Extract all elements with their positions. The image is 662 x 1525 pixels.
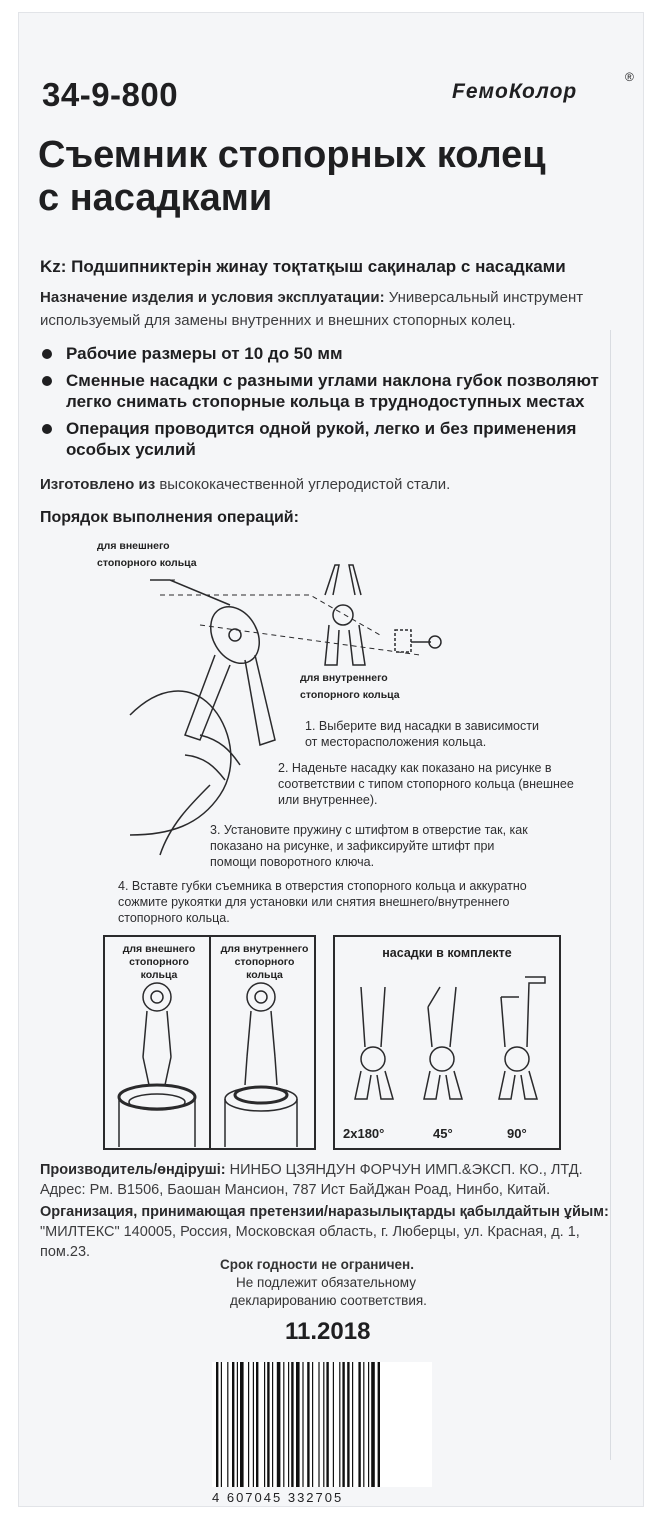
barcode-bar <box>323 1362 324 1487</box>
diagram-label-internal: для внутреннего стопорного кольца <box>300 672 400 701</box>
feature-item: Операция проводится одной рукой, легко и без применения особых усилий <box>38 418 618 460</box>
included-tips-panel <box>333 935 561 1150</box>
kazakh-title: Kz: Подшипниктерін жинау тоқтатқыш сақиналар с насадками <box>40 257 566 276</box>
material-line <box>40 476 450 493</box>
barcode-bar <box>326 1362 328 1487</box>
step-4: 4. Вставте губки съемника в отверстия стопорного кольца и аккуратно сожмите рукоятки для установки или снятия внешнего/внутреннего стопорного кольца. <box>118 879 527 925</box>
tip-angle-label: 2x180° <box>343 1126 385 1141</box>
barcode-bar <box>352 1362 353 1487</box>
barcode-bar <box>253 1362 254 1487</box>
operations-title: Порядок выполнения операций: <box>40 509 299 526</box>
manufacturer-line: Производитель/өндіруші: НИНБО ЦЗЯНДУН ФОРЧУН ИМП.&ЭКСП. КО., ЛТД. Адрес: Рм. В1506, Баошан Мансион, 787 Ист БайДжан Роад, Нинбо, Китай. <box>40 1162 583 1198</box>
barcode-bar <box>371 1362 375 1487</box>
ring-install-drawing <box>105 977 314 1147</box>
claims-line: Организация, принимающая претензии/наразылықтарды қабылдайтын ұйым: "МИЛТЕКС" 140005, Россия, Московская область, г. Люберцы, ул. Красная, д. 1, пом.23. <box>40 1204 609 1260</box>
step-1: 1. Выберите вид насадки в зависимости от месторасположения кольца. <box>305 719 539 749</box>
barcode-bar <box>283 1362 284 1487</box>
barcode-bar <box>291 1362 293 1487</box>
tip-angle-label: 90° <box>507 1126 527 1141</box>
barcode-bar <box>221 1362 222 1487</box>
tip-angle-label: 45° <box>433 1126 453 1141</box>
barcode-bar <box>339 1362 340 1487</box>
step-3: 3. Установите пружину с штифтом в отверстие так, как показано на рисунке, и зафиксируйте штифт при помощи поворотного ключа. <box>210 823 528 869</box>
barcode-bar <box>248 1362 249 1487</box>
barcode-bar <box>307 1362 309 1487</box>
barcode-bar <box>368 1362 369 1487</box>
purpose-label: Назначение изделия и условия эксплуатации: <box>40 289 385 306</box>
barcode-bar <box>216 1362 218 1487</box>
product-title <box>38 134 638 220</box>
title-line-1: Съемник стопорных колец <box>38 134 546 176</box>
diagram-label-external: для внешнего стопорного кольца <box>97 540 197 569</box>
material-text: высококачественной углеродистой стали. <box>155 476 451 493</box>
shelf-life-note <box>220 1256 427 1310</box>
barcode-bar <box>378 1362 380 1487</box>
panel-label-external: для внешнего стопорного кольца <box>122 943 196 981</box>
feature-item: Сменные насадки с разными углами наклона губок позволяют легко снимать стопорные кольца в труднодоступных местах <box>38 370 618 412</box>
barcode-bar <box>240 1362 244 1487</box>
barcode-bar <box>347 1362 349 1487</box>
step-2: 2. Наденьте насадку как показано на рисунке в соответствии с типом стопорного кольца (внешнее или внутреннее). <box>278 761 574 807</box>
shelf-life-line: декларированию соответствия. <box>230 1293 427 1308</box>
shelf-life-line: Срок годности не ограничен. <box>220 1257 414 1272</box>
feature-list <box>38 343 618 466</box>
title-line-2: с насадками <box>38 177 273 219</box>
barcode-bar <box>342 1362 344 1487</box>
barcode-bar <box>302 1362 303 1487</box>
barcode-bar <box>288 1362 289 1487</box>
registered-mark: ® <box>625 70 634 84</box>
barcode-bar <box>333 1362 334 1487</box>
manufacturer-info <box>40 1160 620 1262</box>
barcode-bar <box>312 1362 313 1487</box>
article-number: 34-9-800 <box>42 76 179 113</box>
barcode-bar <box>363 1362 364 1487</box>
panel-label-internal: для внутреннего стопорного кольца <box>220 943 309 981</box>
shelf-life-line: Не подлежит обязательному <box>236 1275 416 1290</box>
barcode-bar <box>277 1362 281 1487</box>
ring-type-panel <box>103 935 316 1150</box>
barcode-bar <box>358 1362 360 1487</box>
barcode-bar <box>318 1362 319 1487</box>
barcode-bar <box>232 1362 234 1487</box>
barcode-bar <box>237 1362 238 1487</box>
brand-logo: FемоКолор <box>452 80 578 103</box>
production-date: 11.2018 <box>285 1318 371 1345</box>
barcode-number: 4 607045 332705 <box>212 1490 344 1505</box>
tips-panel-title: насадки в комплекте <box>382 946 512 960</box>
barcode-bar <box>272 1362 273 1487</box>
feature-item: Рабочие размеры от 10 до 50 мм <box>38 343 618 364</box>
tips-drawing <box>335 967 559 1117</box>
barcode-bar <box>296 1362 300 1487</box>
barcode <box>212 1362 432 1487</box>
barcode-bar <box>267 1362 269 1487</box>
purpose-text: Универсальный инструмент используемый для замены внутренних и внешних стопорных колец. <box>40 289 584 329</box>
barcode-bar <box>256 1362 258 1487</box>
purpose-paragraph <box>40 286 620 332</box>
material-label: Изготовлено из <box>40 476 156 493</box>
barcode-bar <box>264 1362 265 1487</box>
barcode-bars <box>212 1362 432 1487</box>
barcode-bar <box>227 1362 228 1487</box>
package-fold-line <box>610 330 639 1460</box>
